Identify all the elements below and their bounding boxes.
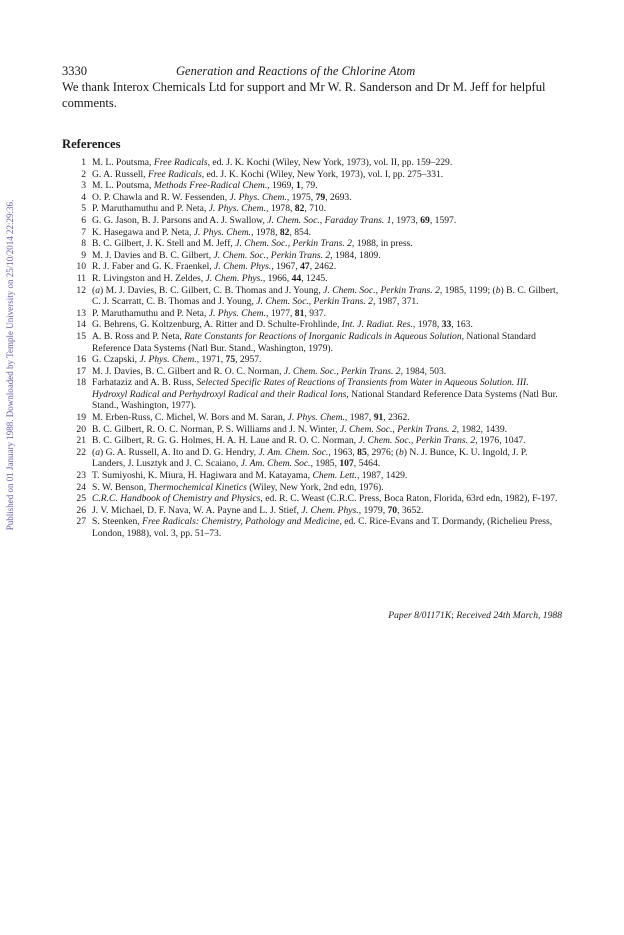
reference-number: 1 bbox=[81, 157, 86, 168]
reference-number: 27 bbox=[76, 516, 86, 528]
reference-number: 18 bbox=[76, 377, 86, 389]
reference-text: M. L. Poutsma, Free Radicals, ed. J. K. Kochi (Wiley, New York, 1973), vol. II, pp. 159–229. bbox=[92, 157, 453, 168]
paper-id: Paper 8/01171K bbox=[388, 610, 452, 621]
reference-number: 5 bbox=[81, 203, 86, 215]
reference-text: (a) M. J. Davies, B. C. Gilbert, C. B. Thomas and J. Young, J. Chem. Soc., Perkin Trans. 2, 1985, 1199; (b) B. C. Gilbert, C. J. Scarratt, C. B. Thomas and J. Young, J. Chem. Soc., Perkin Trans. 2, 1987, 371. bbox=[92, 284, 559, 308]
reference-item bbox=[62, 308, 562, 320]
reference-item bbox=[62, 331, 562, 354]
reference-item bbox=[62, 354, 562, 366]
reference-item bbox=[62, 261, 562, 273]
reference-number: 14 bbox=[76, 319, 86, 331]
reference-text: O. P. Chawla and R. W. Fessenden, J. Phys. Chem., 1975, 79, 2693. bbox=[92, 191, 352, 203]
footer-separator: ; bbox=[451, 610, 457, 621]
reference-number: 11 bbox=[76, 272, 86, 284]
reference-number: 9 bbox=[81, 249, 86, 261]
reference-number: 2 bbox=[81, 168, 86, 180]
running-title: Generation and Reactions of the Chlorine Atom bbox=[176, 64, 416, 78]
reference-text: R. J. Faber and G. K. Fraenkel, J. Chem. Phys., 1967, 47, 2462. bbox=[92, 261, 337, 273]
reference-number: 22 bbox=[76, 446, 86, 458]
reference-text: J. V. Michael, D. F. Nava, W. A. Payne and L. J. Stief, J. Chem. Phys., 1979, 70, 3652. bbox=[92, 504, 424, 516]
reference-text: B. C. Gilbert, J. K. Stell and M. Jeff, J. Chem. Soc., Perkin Trans. 2, 1988, in press. bbox=[92, 238, 413, 250]
reference-text: M. Erben-Russ, C. Michel, W. Bors and M. Saran, J. Phys. Chem., 1987, 91, 2362. bbox=[92, 412, 410, 424]
reference-item bbox=[62, 516, 562, 539]
page-header bbox=[62, 64, 562, 80]
reference-item bbox=[62, 412, 562, 424]
reference-text: M. L. Poutsma, Methods Free-Radical Chem., 1969, 1, 79. bbox=[92, 180, 318, 192]
reference-item bbox=[62, 470, 562, 482]
reference-list bbox=[62, 157, 562, 540]
reference-text: K. Hasegawa and P. Neta, J. Phys. Chem., 1978, 82, 854. bbox=[92, 226, 312, 238]
reference-number: 8 bbox=[81, 238, 86, 250]
reference-item bbox=[62, 180, 562, 192]
reference-number: 7 bbox=[81, 226, 86, 238]
reference-text: B. C. Gilbert, R. O. C. Norman, P. S. Williams and J. N. Winter, J. Chem. Soc., Perkin Trans. 2, 1982, 1439. bbox=[92, 423, 508, 435]
reference-item bbox=[62, 424, 562, 436]
reference-item bbox=[62, 157, 562, 169]
reference-number: 25 bbox=[76, 493, 86, 505]
reference-item bbox=[62, 238, 562, 250]
references-heading: References bbox=[62, 137, 121, 151]
reference-text: R. Livingston and H. Zeldes, J. Chem. Phys., 1966, 44, 1245. bbox=[92, 272, 328, 284]
download-watermark-text: Published on 01 January 1988. Downloaded by Temple University on 25/10/2014 22:29:36. bbox=[5, 199, 15, 531]
reference-text: T. Sumiyoshi, K. Miura, H. Hagiwara and M. Katayama, Chem. Lett., 1987, 1429. bbox=[92, 470, 408, 482]
reference-item bbox=[62, 493, 562, 505]
reference-number: 3 bbox=[81, 180, 86, 192]
reference-number: 17 bbox=[76, 365, 86, 377]
reference-item bbox=[62, 366, 562, 378]
reference-item bbox=[62, 505, 562, 517]
reference-number: 4 bbox=[81, 191, 86, 203]
reference-text: G. Czapski, J. Phys. Chem., 1971, 75, 2957. bbox=[92, 354, 262, 366]
download-watermark bbox=[0, 140, 20, 600]
reference-number: 6 bbox=[81, 214, 86, 226]
reference-number: 20 bbox=[76, 423, 86, 435]
reference-text: B. C. Gilbert, R. G. G. Holmes, H. A. H. Laue and R. O. C. Norman, J. Chem. Soc., Perkin Trans. 2, 1976, 1047. bbox=[92, 435, 526, 447]
reference-text: G. G. Jason, B. J. Parsons and A. J. Swallow, J. Chem. Soc., Faraday Trans. 1, 1973, 69, 1597. bbox=[92, 214, 457, 226]
reference-item bbox=[62, 447, 562, 470]
reference-item bbox=[62, 319, 562, 331]
reference-number: 10 bbox=[76, 261, 86, 273]
reference-text: A. B. Ross and P. Neta, Rate Constants for Reactions of Inorganic Radicals in Aqueous Solution, National Standard Reference Data Systems (Natl Bur. Stand., Washington, 1979). bbox=[92, 330, 536, 354]
reference-number: 24 bbox=[76, 481, 86, 493]
reference-item bbox=[62, 169, 562, 181]
paper-footer bbox=[388, 610, 562, 621]
reference-text: M. J. Davies, B. C. Gilbert and R. O. C. Norman, J. Chem. Soc., Perkin Trans. 2, 1984, 503. bbox=[92, 365, 447, 377]
received-date: Received 24th March, 1988 bbox=[456, 610, 562, 621]
reference-item bbox=[62, 203, 562, 215]
reference-text: Farhataziz and A. B. Russ, Selected Specific Rates of Reactions of Transients from Water in Aqueous Solution. III. Hydroxyl Radical and Perhydroxyl Radical and their Radical Ions, National Standard Reference Data Systems (Natl Bur. Stand., Washington, 1977). bbox=[92, 377, 558, 412]
reference-number: 21 bbox=[76, 435, 86, 447]
reference-item bbox=[62, 215, 562, 227]
reference-text: G. A. Russell, Free Radicals, ed. J. K. Kochi (Wiley, New York, 1973), vol. I, pp. 275–331. bbox=[92, 168, 444, 180]
reference-text: M. J. Davies and B. C. Gilbert, J. Chem. Soc., Perkin Trans. 2, 1984, 1809. bbox=[92, 249, 381, 261]
reference-item bbox=[62, 482, 562, 494]
acknowledgement: We thank Interox Chemicals Ltd for support and Mr W. R. Sanderson and Dr M. Jeff for helpful comments. bbox=[62, 80, 546, 110]
reference-text: S. Steenken, Free Radicals: Chemistry, Pathology and Medicine, ed. C. Rice-Evans and T. Dormandy, (Richelieu Press, London, 1988), vol. 3, pp. 51–73. bbox=[92, 516, 553, 539]
page-number: 3330 bbox=[62, 64, 87, 78]
reference-item bbox=[62, 285, 562, 308]
reference-text: P. Maruthamuthu and P. Neta, J. Phys. Chem., 1978, 82, 710. bbox=[92, 203, 326, 215]
reference-text: S. W. Benson, Thermochemical Kinetics (Wiley, New York, 2nd edn, 1976). bbox=[92, 481, 384, 493]
reference-item bbox=[62, 377, 562, 412]
reference-number: 12 bbox=[76, 284, 86, 296]
reference-item bbox=[62, 192, 562, 204]
reference-text: G. Behrens, G. Koltzenburg, A. Ritter and D. Schulte-Frohlinde, Int. J. Radiat. Res., 1978, 33, 163. bbox=[92, 319, 473, 331]
reference-number: 19 bbox=[76, 412, 86, 424]
reference-number: 13 bbox=[76, 307, 86, 319]
reference-text: (a) G. A. Russell, A. Ito and D. G. Hendry, J. Am. Chem. Soc., 1963, 85, 2976; (b) N. J. Bunce, K. U. Ingold, J. P. Landers, J. Lusztyk and J. C. Scaiano, J. Am. Chem. Soc., 1985, 107, 5464. bbox=[92, 446, 528, 470]
reference-item bbox=[62, 227, 562, 239]
reference-text: P. Maruthamuthu and P. Neta, J. Phys. Chem., 1977, 81, 937. bbox=[92, 307, 326, 319]
reference-item bbox=[62, 273, 562, 285]
reference-number: 26 bbox=[76, 504, 86, 516]
reference-item bbox=[62, 435, 562, 447]
reference-item bbox=[62, 250, 562, 262]
reference-number: 15 bbox=[76, 330, 86, 342]
reference-number: 16 bbox=[76, 354, 86, 366]
reference-number: 23 bbox=[76, 470, 86, 482]
reference-text: C.R.C. Handbook of Chemistry and Physics, ed. R. C. Weast (C.R.C. Press, Boca Raton, Florida, 63rd edn, 1982), F-197. bbox=[92, 493, 558, 505]
